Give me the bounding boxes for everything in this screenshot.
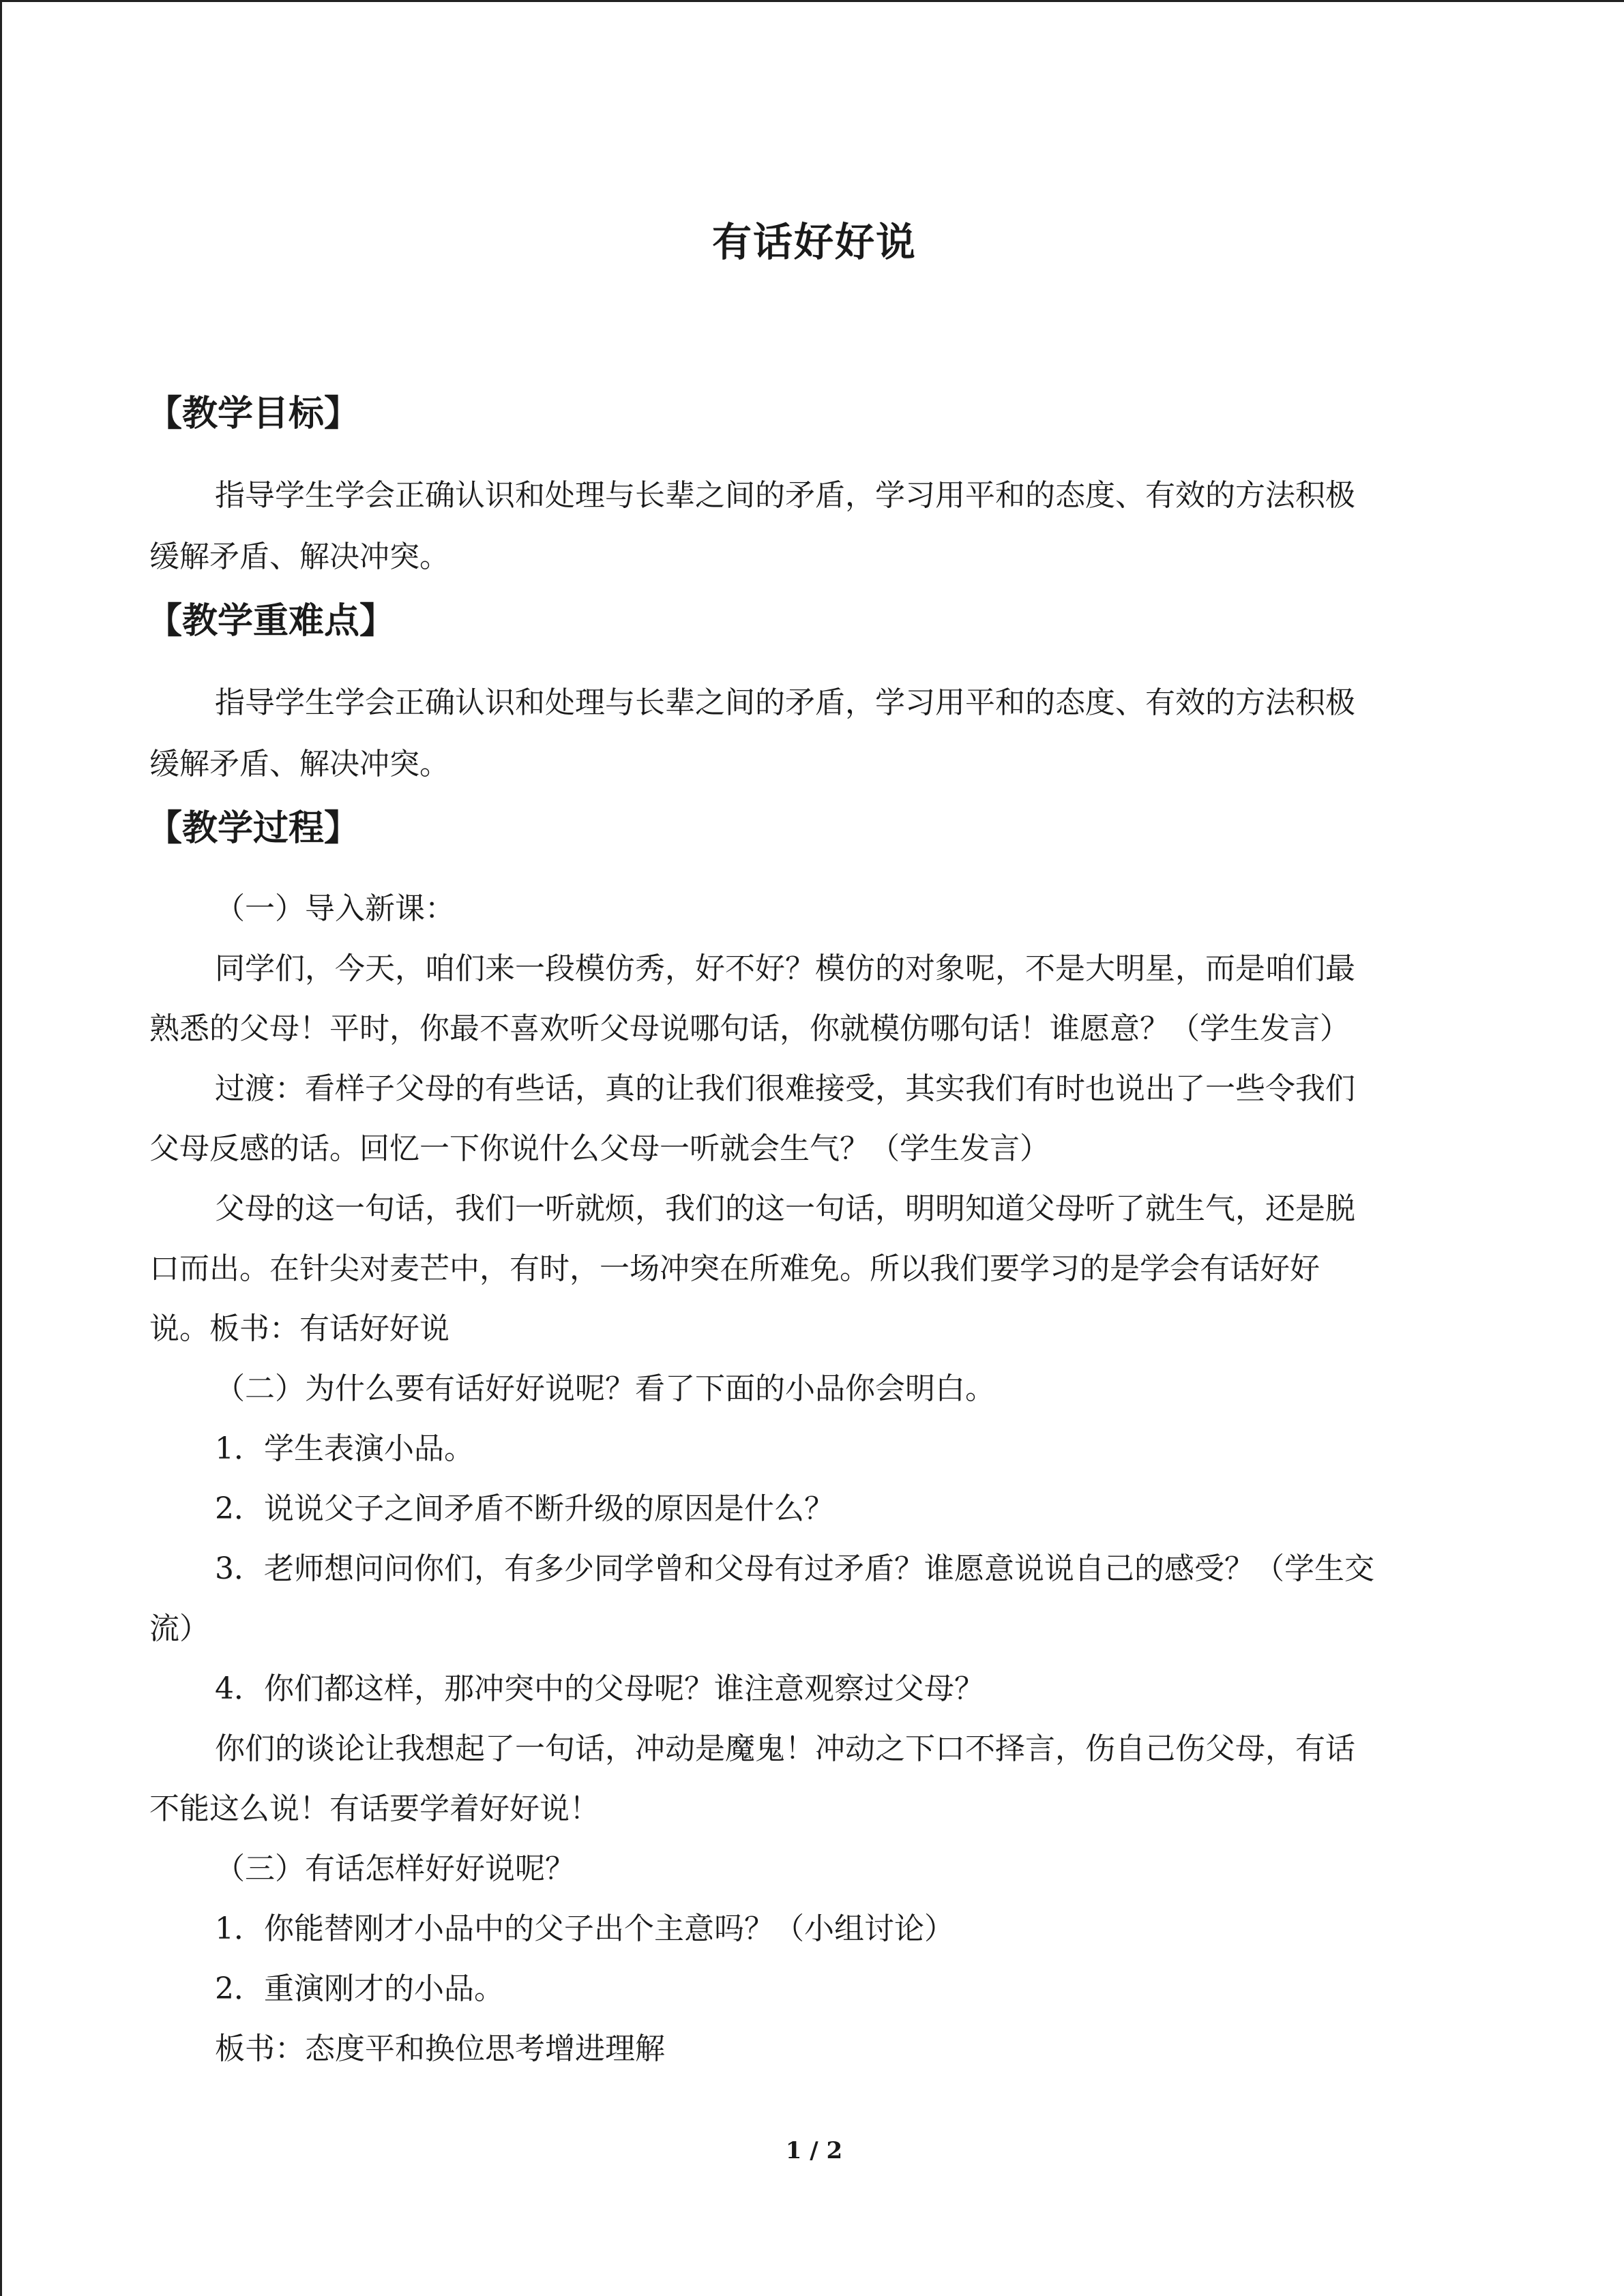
paragraph-line: 你们的谈论让我想起了一句话，冲动是魔鬼！冲动之下口不择言，伤自己伤父母，有话 <box>215 1731 1355 1766</box>
paragraph-line: 父母的这一句话，我们一听就烦，我们的这一句话，明明知道父母听了就生气，还是脱 <box>215 1191 1355 1226</box>
paragraph-line: 说。板书：有话好好说 <box>149 1311 449 1346</box>
section-heading-goals: 【教学目标】 <box>147 393 360 434</box>
page-number: 1 / 2 <box>785 2137 843 2164</box>
paragraph-line: 过渡：看样子父母的有些话，真的让我们很难接受，其实我们有时也说出了一些令我们 <box>215 1071 1355 1106</box>
paragraph-line: 指导学生学会正确认识和处理与长辈之间的矛盾，学习用平和的态度、有效的方法积极 <box>215 685 1355 720</box>
paragraph-line: 熟悉的父母！平时，你最不喜欢听父母说哪句话，你就模仿哪句话！谁愿意？（学生发言） <box>149 1011 1350 1046</box>
list-item: 2．重演刚才的小品。 <box>215 1971 504 2006</box>
paragraph-line: 不能这么说！有话要学着好好说！ <box>149 1791 600 1826</box>
subsection-title: （三）有话怎样好好说呢？ <box>215 1851 575 1886</box>
paragraph-line: 同学们，今天，咱们来一段模仿秀，好不好？模仿的对象呢，不是大明星，而是咱们最 <box>215 951 1355 986</box>
paragraph-line: 流） <box>149 1611 209 1646</box>
list-item: 3．老师想问问你们，有多少同学曾和父母有过矛盾？谁愿意说说自己的感受？（学生交 <box>215 1551 1374 1586</box>
section-heading-process: 【教学过程】 <box>147 807 360 849</box>
paragraph-line: 缓解矛盾、解决冲突。 <box>149 539 449 574</box>
section-heading-key-points: 【教学重难点】 <box>147 600 396 642</box>
paragraph-line: 指导学生学会正确认识和处理与长辈之间的矛盾，学习用平和的态度、有效的方法积极 <box>215 478 1355 513</box>
paragraph-line: 口而出。在针尖对麦芒中，有时，一场冲突在所难免。所以我们要学习的是学会有话好好 <box>149 1251 1320 1286</box>
paragraph-line: 板书：态度平和换位思考增进理解 <box>215 2031 665 2066</box>
paragraph-line: 父母反感的话。回忆一下你说什么父母一听就会生气？（学生发言） <box>149 1131 1050 1166</box>
subsection-title: （二）为什么要有话好好说呢？看了下面的小品你会明白。 <box>215 1371 995 1406</box>
list-item: 4．你们都这样，那冲突中的父母呢？谁注意观察过父母？ <box>215 1671 984 1706</box>
paragraph-line: 缓解矛盾、解决冲突。 <box>149 747 449 781</box>
list-item: 1．你能替刚才小品中的父子出个主意吗？（小组讨论） <box>215 1911 954 1946</box>
list-item: 2．说说父子之间矛盾不断升级的原因是什么？ <box>215 1491 834 1526</box>
subsection-title: （一）导入新课： <box>215 891 455 926</box>
list-item: 1．学生表演小品。 <box>215 1431 474 1466</box>
document-title: 有话好好说 <box>711 219 917 265</box>
